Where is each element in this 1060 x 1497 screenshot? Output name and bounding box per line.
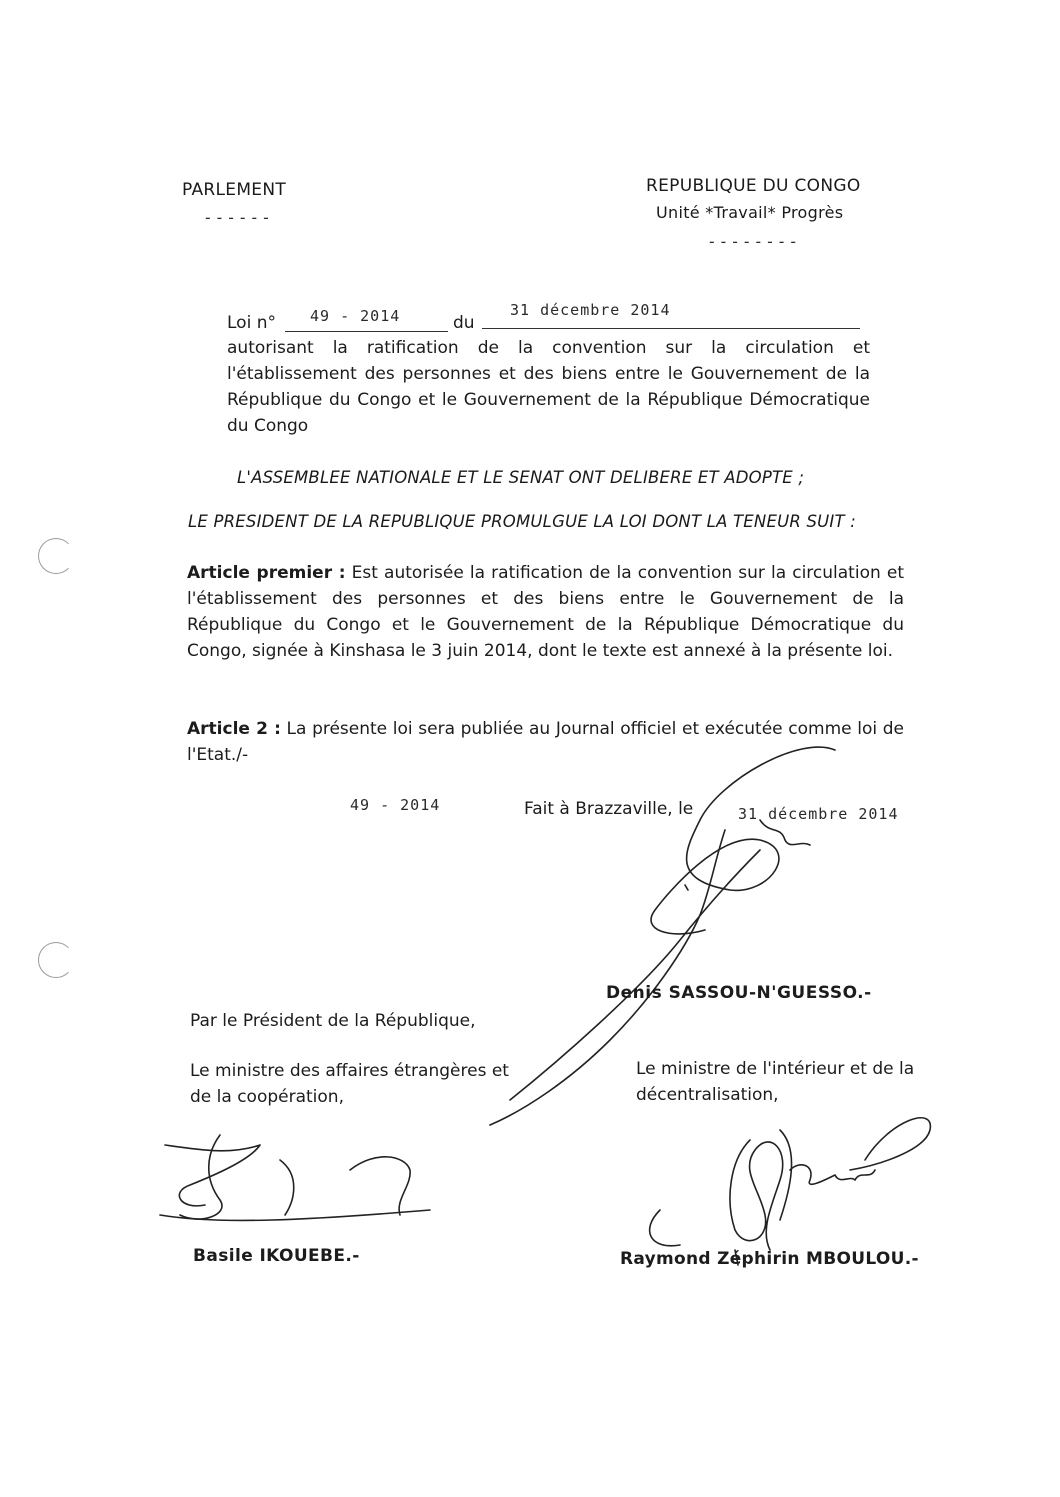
foreign-minister-signature bbox=[160, 1130, 440, 1240]
parliament-separator: ------ bbox=[203, 208, 273, 227]
article-premier-label: Article premier : bbox=[187, 563, 346, 583]
law-date-prefix: du bbox=[453, 313, 475, 333]
article-premier bbox=[187, 560, 904, 664]
law-number: 49 - 2014 bbox=[310, 307, 401, 325]
republic-heading: REPUBLIQUE DU CONGO bbox=[646, 176, 861, 196]
president-name: Denis SASSOU-N'GUESSO.- bbox=[606, 983, 872, 1003]
stamp-date: 31 décembre 2014 bbox=[738, 805, 899, 823]
minister-interior-title: Le ministre de l'intérieur et de la décentralisation, bbox=[636, 1059, 915, 1105]
parliament-heading: PARLEMENT bbox=[182, 180, 287, 200]
binder-hole-bottom bbox=[38, 942, 74, 978]
article-2-text: La présente loi sera publiée au Journal officiel et exécutée comme loi de l'Etat./- bbox=[187, 719, 904, 765]
law-subject: autorisant la ratification de la convention sur la circulation et l'établissement des personnes et des biens entre le Gouvernement de la République du Congo et le Gouvernement de la République Démocratique du Congo bbox=[227, 338, 870, 436]
promulgation-statement: LE PRESIDENT DE LA REPUBLIQUE PROMULGUE LA LOI DONT LA TENEUR SUIT : bbox=[188, 512, 856, 531]
law-date-line bbox=[482, 328, 860, 329]
national-motto: Unité *Travail* Progrès bbox=[656, 203, 844, 222]
by-president: Par le Président de la République, bbox=[190, 1011, 476, 1031]
minister-interior-name: Raymond Zéphirin MBOULOU.- bbox=[620, 1249, 919, 1269]
minister-foreign-name: Basile IKOUEBE.- bbox=[193, 1246, 360, 1266]
law-date: 31 décembre 2014 bbox=[510, 301, 671, 319]
law-number-line bbox=[285, 331, 448, 332]
stamp-number: 49 - 2014 bbox=[350, 796, 441, 814]
article-premier-text: Est autorisée la ratification de la convention sur la circulation et l'établissement des personnes et des biens entre le Gouvernement de la République du Congo et le Gouvernement de la République Démocratique du Congo, signée à Kinshasa le 3 juin 2014, dont le texte est annexé à la présente loi. bbox=[187, 563, 904, 661]
binder-hole-top bbox=[38, 538, 74, 574]
assembly-statement: L'ASSEMBLEE NATIONALE ET LE SENAT ONT DELIBERE ET ADOPTE ; bbox=[237, 468, 805, 487]
republic-separator: -------- bbox=[707, 232, 801, 251]
minister-foreign-title: Le ministre des affaires étrangères et de la coopération, bbox=[190, 1061, 509, 1107]
signing-place: Fait à Brazzaville, le bbox=[524, 799, 694, 819]
article-2-label: Article 2 : bbox=[187, 719, 281, 739]
law-prefix: Loi n° bbox=[227, 313, 276, 333]
